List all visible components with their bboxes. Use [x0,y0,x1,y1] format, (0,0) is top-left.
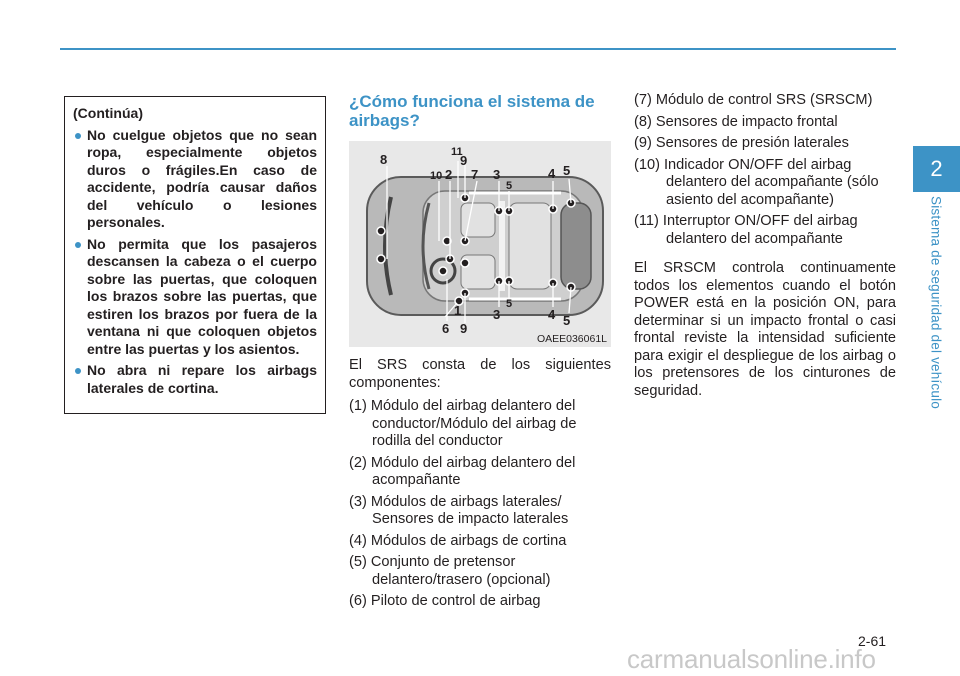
header-rule [60,48,896,50]
component-item: (6) Piloto de control de airbag [349,593,541,609]
callout-6: 6 [442,321,450,336]
callout-4-top: 4 [548,166,556,181]
caution-item: No abra ni repare los airbags laterales de cortina. [73,362,317,397]
page-number: 2-61 [858,633,887,649]
component-item: (9) Sensores de presión laterales [634,135,849,151]
airbag-diagram [349,141,611,347]
caution-item: No cuelgue objetos que no sean ropa, especialmente objetos duros o frágiles.En caso de accidente, podría causar daños del vehículo o lesiones personales. [73,127,317,232]
callout-4-bottom: 4 [548,307,556,322]
intro-text: El SRS consta de los siguientes componentes: [349,357,611,391]
component-item: (5) Conjunto de pretensor delantero/trasero (opcional) [349,554,551,588]
component-item: (4) Módulos de airbags de cortina [349,532,567,549]
component-item: (7) Módulo de control SRS (SRSCM) [634,92,873,108]
figure-code: OAEE036061L [536,333,607,345]
car-topview-illustration [349,141,611,347]
component-item: (10) Indicador ON/OFF del airbag delantero del acompañante (sólo asiento del acompañante) [634,156,879,208]
callout-2: 2 [445,167,453,182]
callout-9-bottom: 9 [460,321,468,336]
component-item: (11) Interruptor ON/OFF del airbag delantero del acompañante [634,213,858,247]
chapter-title: Sistema de seguridad del vehículo [928,196,944,409]
caution-list [73,127,317,398]
srscm-paragraph: El SRSCM controla continuamente todos los elementos cuando el botón POWER está en la posición ON, para determinar si un impacto frontal o casi frontal reviste la intensidad suficiente para exigir el despliegue de los airbag o los pretensores de los cinturones de seguridad. [634,260,896,399]
component-item: (1) Módulo del airbag delantero del conductor/Módulo del airbag de rodilla del conductor [349,398,577,449]
callout-11: 11 [451,146,463,158]
callout-5-topright: 5 [563,163,571,178]
callout-8: 8 [380,152,388,167]
callout-1: 1 [454,303,462,318]
caution-box [64,96,326,414]
component-item: (3) Módulos de airbags laterales/ Sensores de impacto laterales [349,493,569,527]
callout-5-bottomright: 5 [563,313,571,328]
callout-5-top: 5 [506,180,513,192]
middle-column [349,92,611,615]
caution-item: No permita que los pasajeros descansen la cabeza o el cuerpo sobre las puertas, que coloquen los brazos sobre las puertas, que estiren los brazos por fuera de la ventana ni que coloquen objetos entre las puertas y los asientos. [73,236,317,359]
callout-3-top: 3 [493,167,501,182]
chapter-number: 2 [930,156,943,181]
chapter-tab [913,146,960,192]
callout-3-bottom: 3 [493,307,501,322]
callout-10: 10 [430,170,443,182]
right-column [634,92,896,400]
component-item: (2) Módulo del airbag delantero del acompañante [349,454,576,488]
section-title: ¿Cómo funciona el sistema de airbags? [349,92,595,130]
caution-heading: (Continúa) [73,105,143,121]
component-item: (8) Sensores de impacto frontal [634,113,838,130]
callout-5-bottom: 5 [506,298,513,310]
callout-7: 7 [471,167,479,182]
watermark: carmanualsonline.info [627,644,876,674]
callout-9-top: 9 [460,153,468,168]
